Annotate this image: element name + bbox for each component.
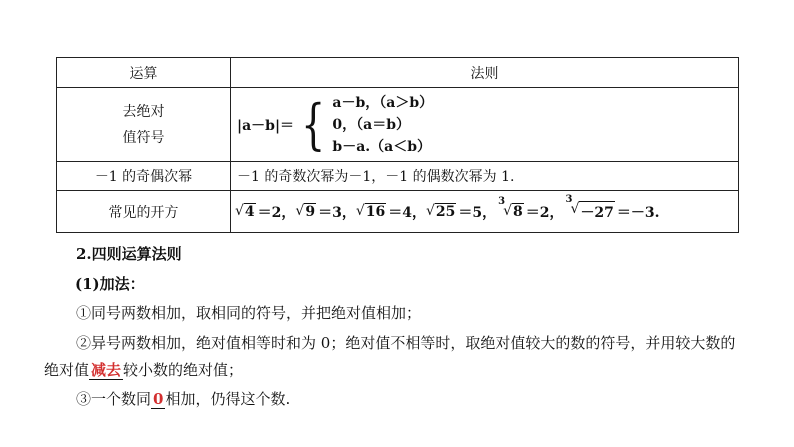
radical-item: 3 √ 8	[498, 196, 523, 220]
fill-blank-answer: 减去	[91, 361, 122, 379]
abs-case-2: 0，（a＝b）	[332, 116, 411, 133]
rules-table	[56, 57, 739, 233]
table-row-abs	[57, 88, 739, 162]
roots-name-cell: 常见的开方	[57, 191, 231, 233]
abs-cases	[332, 92, 433, 158]
abs-rule-cell	[231, 88, 739, 162]
power-name-cell: －1 的奇偶次幂	[57, 162, 231, 191]
radical-item: 3 √ －27	[565, 194, 614, 221]
radicand: 8	[513, 204, 523, 220]
rule-2-line-2	[44, 360, 243, 380]
power-rule-cell: －1 的奇数次幂为－1，－1 的偶数次幂为 1.	[231, 162, 739, 191]
addition-heading: (1)加法：	[75, 275, 145, 293]
sqrt-icon: √	[355, 203, 365, 219]
roots-rule-cell	[231, 191, 739, 233]
abs-case-1: a－b，（a＞b）	[332, 94, 434, 111]
radicand: 25	[435, 204, 456, 220]
header-rule: 法则	[231, 58, 739, 88]
table-row-roots	[57, 191, 739, 233]
radicand: 4	[244, 204, 255, 220]
rule-3	[76, 389, 290, 409]
fill-blank-answer: 0	[153, 390, 164, 408]
radicand: 9	[305, 204, 316, 220]
radical-item	[297, 203, 316, 220]
rule-2-pre: 绝对值	[44, 361, 90, 379]
radical-value: ＝4，	[388, 204, 426, 221]
abs-formula	[237, 92, 738, 158]
cube-root-icon: √	[570, 201, 580, 217]
sqrt-icon: √	[426, 203, 435, 219]
radical-value: ＝－3.	[616, 204, 660, 221]
radicand: 16	[365, 204, 386, 220]
header-operation: 运算	[57, 58, 231, 88]
radical-value: ＝2，	[257, 204, 296, 221]
cube-root-icon: √	[503, 203, 513, 219]
rule-2-line-1: ②异号两数相加，绝对值相等时和为 0；绝对值不相等时，取绝对值较大的数的符号，并用较大数的	[76, 334, 736, 352]
table-row-power	[57, 162, 739, 191]
abs-name-cell	[57, 88, 231, 162]
radical-item	[355, 203, 386, 220]
radicand: －27	[579, 201, 614, 222]
radical-value: ＝5，	[458, 204, 497, 221]
left-brace-icon: {	[301, 92, 326, 156]
abs-lhs: |a－b|＝	[237, 117, 295, 134]
rule-3-post: 相加，仍得这个数.	[165, 390, 291, 408]
radical-item	[237, 203, 256, 220]
rule-3-pre: ③一个数同	[76, 390, 152, 408]
abs-name-line2: 值符号	[122, 129, 165, 146]
rule-1: ①同号两数相加，取相同的符号，并把绝对值相加；	[76, 304, 422, 322]
sqrt-icon: √	[235, 203, 244, 219]
table-header-row	[57, 58, 739, 88]
radical-value: ＝3，	[318, 204, 356, 221]
radical-value: ＝2，	[525, 204, 564, 221]
sqrt-icon: √	[295, 203, 305, 219]
abs-name-line1: 去绝对	[122, 103, 165, 120]
abs-case-3: b－a.（a＜b）	[332, 138, 432, 155]
roots-formula	[235, 194, 738, 222]
rule-2-post: 较小数的绝对值；	[123, 361, 244, 379]
section-title: 2.四则运算法则	[76, 245, 182, 263]
radical-item	[428, 203, 456, 220]
